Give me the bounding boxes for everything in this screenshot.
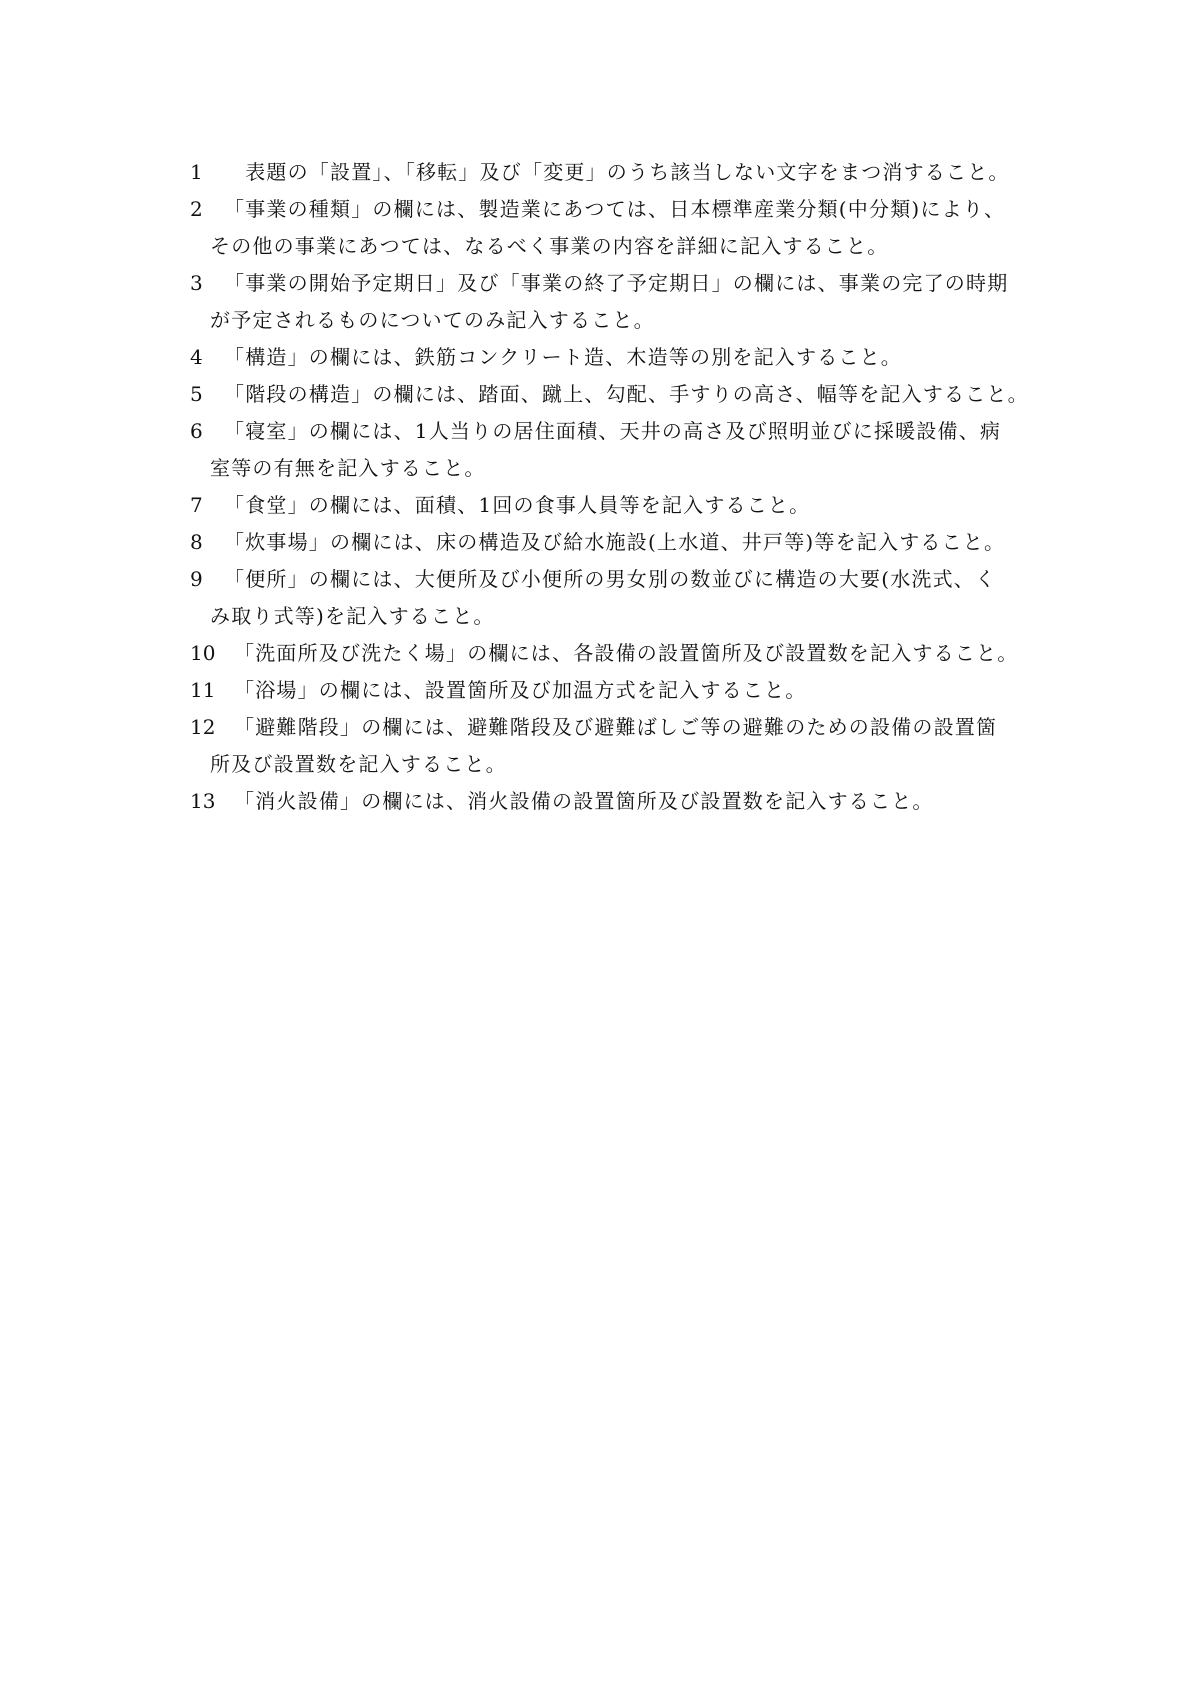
note-number: 8: [190, 530, 203, 554]
note-text: [224, 339, 1030, 376]
note-number: 7: [190, 493, 203, 517]
note-line: 室等の有無を記入すること。: [210, 456, 486, 480]
note-line: 「階段の構造」の欄には、踏面、蹴上、勾配、手すりの高さ、幅等を記入すること。: [224, 382, 1029, 406]
note-text: [224, 376, 1030, 413]
note-text: [224, 154, 1030, 191]
note-line: が予定されるものについてのみ記入すること。: [210, 308, 655, 332]
note-item: [190, 376, 1030, 413]
note-item: [190, 487, 1030, 524]
note-line: 「便所」の欄には、大便所及び小便所の男女別の数並びに構造の大要(水洗式、く: [224, 567, 997, 591]
notes-list: [190, 154, 1030, 820]
note-line: 「事業の開始予定期日」及び「事業の終了予定期日」の欄には、事業の完了の時期: [224, 271, 1009, 295]
note-line: 表題の「設置」、「移転」及び「変更」のうち該当しない文字をまつ消すること。: [224, 160, 1010, 184]
note-text: [210, 265, 1030, 339]
note-item: [190, 339, 1030, 376]
note-number: 11: [190, 678, 216, 702]
note-item: [190, 191, 1030, 265]
note-line: 「事業の種類」の欄には、製造業にあつては、日本標準産業分類(中分類)により、: [224, 197, 1006, 221]
note-line: 「食堂」の欄には、面積、1回の食事人員等を記入すること。: [224, 493, 811, 517]
note-line: 「浴場」の欄には、設置箇所及び加温方式を記入すること。: [234, 678, 807, 702]
note-item: [190, 265, 1030, 339]
note-text: [224, 487, 1030, 524]
note-text: [210, 561, 1030, 635]
note-text: [210, 191, 1030, 265]
note-line: 所及び設置数を記入すること。: [210, 752, 507, 776]
note-text: [224, 524, 1030, 561]
note-item: [190, 672, 1030, 709]
note-item: [190, 783, 1030, 820]
note-item: [190, 154, 1030, 191]
note-item: [190, 561, 1030, 635]
note-item: [190, 524, 1030, 561]
note-text: [234, 672, 1030, 709]
note-number: 1: [190, 160, 203, 184]
note-number: 3: [190, 271, 203, 295]
note-text: [234, 783, 1030, 820]
note-line: その他の事業にあつては、なるべく事業の内容を詳細に記入すること。: [210, 234, 889, 258]
note-number: 10: [190, 641, 216, 665]
note-number: 2: [190, 197, 203, 221]
note-line: 「避難階段」の欄には、避難階段及び避難ばしご等の避難のための設備の設置箇: [234, 715, 998, 739]
note-line: 「洗面所及び洗たく場」の欄には、各設備の設置箇所及び設置数を記入すること。: [234, 641, 1019, 665]
note-line: み取り式等)を記入すること。: [210, 604, 495, 628]
note-number: 12: [190, 715, 216, 739]
note-line: 「消火設備」の欄には、消火設備の設置箇所及び設置数を記入すること。: [234, 789, 934, 813]
note-number: 9: [190, 567, 203, 591]
note-text: [234, 635, 1030, 672]
note-item: [190, 413, 1030, 487]
note-number: 13: [190, 789, 216, 813]
note-item: [190, 709, 1030, 783]
note-line: 「炊事場」の欄には、床の構造及び給水施設(上水道、井戸等)等を記入すること。: [224, 530, 1006, 554]
note-text: [210, 413, 1030, 487]
note-item: [190, 635, 1030, 672]
note-line: 「構造」の欄には、鉄筋コンクリート造、木造等の別を記入すること。: [224, 345, 902, 369]
note-text: [210, 709, 1030, 783]
note-number: 4: [190, 345, 203, 369]
note-line: 「寝室」の欄には、1人当りの居住面積、天井の高さ及び照明並びに採暖設備、病: [224, 419, 1002, 443]
note-number: 6: [190, 419, 203, 443]
note-number: 5: [190, 382, 203, 406]
